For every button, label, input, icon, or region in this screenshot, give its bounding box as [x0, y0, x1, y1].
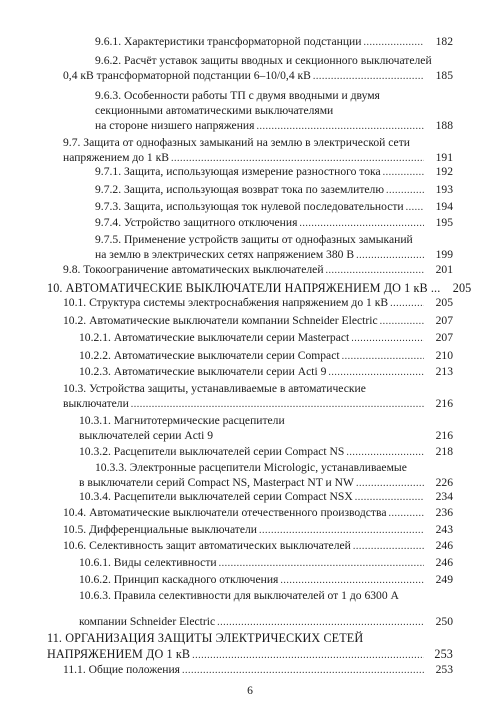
dot-leader [380, 314, 424, 330]
toc-entry-title: 10.3.2. Расцепители выключателей серии Compact NS [79, 445, 345, 458]
toc-entry-page: 213 [435, 365, 453, 378]
toc-entry-page: 250 [435, 615, 453, 628]
toc-entry-page: 246 [435, 556, 453, 569]
page-number: 6 [247, 684, 253, 697]
dot-leader [217, 615, 424, 631]
toc-entry-title: 10.6.2. Принцип каскадного отключения [79, 573, 279, 586]
toc-entry-page: 207 [435, 314, 453, 327]
toc-entry-title: 10.2.2. Автоматические выключатели серии Compact [79, 349, 340, 362]
dot-leader [346, 445, 424, 461]
toc-entry-page: 236 [435, 506, 453, 519]
toc-entry [79, 348, 453, 364]
toc-entry-page: 191 [435, 151, 453, 164]
toc-entry-title: 9.7.2. Защита, использующая возврат тока по заземлителю [95, 183, 384, 196]
toc-entry [63, 295, 453, 311]
dot-leader [386, 183, 424, 199]
toc-entry-title: 10.3. Устройства защиты, устанавливаемые в автоматические [63, 382, 366, 395]
dot-leader [280, 573, 424, 589]
toc-entry [63, 662, 453, 678]
toc-entry-title: 11.1. Общие положения [63, 663, 180, 676]
toc-entry-page: 218 [435, 445, 453, 458]
toc-entry-page: 188 [435, 119, 453, 132]
toc-entry-title: 10.3.1. Магнитотермические расцепители [79, 414, 285, 427]
toc-entry-title: 10.1. Структура системы электроснабжения напряжением до 1 кВ [63, 296, 389, 309]
toc-entry-page: 210 [435, 349, 453, 362]
toc-entry [95, 215, 453, 231]
toc-entry [95, 34, 453, 50]
dot-leader [328, 365, 424, 381]
toc-entry-title: 10.6. Селективность защит автоматических выключателей [63, 539, 351, 552]
toc-entry-page: 205 [435, 296, 453, 309]
toc-entry-title: напряжением до 1 кВ [63, 151, 169, 164]
toc-entry [63, 522, 453, 538]
toc-entry-title: 10.6.1. Виды селективности [79, 556, 217, 569]
toc-entry-title: 9.6.3. Особенности работы ТП с двумя вводными и двумя [95, 89, 380, 102]
toc-entry-title: НАПРЯЖЕНИЕМ ДО 1 кВ [47, 647, 191, 661]
dot-leader [351, 331, 424, 347]
toc-entry-page: 201 [435, 263, 453, 276]
toc-entry [95, 118, 453, 134]
toc-entry-page: 205 [452, 281, 472, 295]
toc-entry-title: в выключатели серий Compact NS, Masterpact NT и NW [79, 476, 354, 489]
toc-entry [63, 68, 453, 84]
toc-entry-page: 243 [435, 523, 453, 536]
toc-entry [79, 444, 453, 460]
toc-entry-page: 185 [435, 69, 453, 82]
toc-entry-page: 182 [435, 35, 453, 48]
dot-leader [388, 506, 424, 522]
toc-entry-title: 9.6.2. Расчёт уставок защиты вводных и секционного выключателей [95, 54, 432, 67]
toc-entry [79, 330, 453, 346]
toc-entry [79, 555, 453, 571]
toc-entry-title: 9.7.5. Применение устройств защиты от однофазных замыканий [95, 233, 413, 246]
toc-entry-title: 10.2.3. Автоматические выключатели серии Acti 9 [79, 365, 327, 378]
toc-chapter-title: 11. ОРГАНИЗАЦИЯ ЗАЩИТЫ ЭЛЕКТРИЧЕСКИХ СЕТЕЙ [47, 631, 364, 645]
dot-leader [299, 216, 424, 232]
toc-entry-title: 10.2.1. Автоматические выключатели серии Masterpact [79, 331, 350, 344]
toc-entry-title: 10.3.3. Электронные расцепители Micrologic, устанавливаемые [95, 461, 407, 474]
toc-entry [79, 572, 453, 588]
toc-entry-title: 9.7.3. Защита, использующая ток нулевой последовательности [95, 200, 404, 213]
toc-entry-title: 9.6.1. Характеристики трансформаторной подстанции [95, 35, 362, 48]
toc-entry [63, 313, 453, 329]
toc-entry-title: на землю в электрических сетях напряжением 380 В [95, 248, 355, 261]
toc-entry-title: секционными автоматическими выключателями [95, 104, 334, 117]
toc-entry [63, 505, 453, 521]
toc-entry-page: 249 [435, 573, 453, 586]
dot-leader [342, 349, 424, 365]
dot-leader [355, 490, 424, 506]
toc-entry-title: 10.4. Автоматические выключатели отечественного производства [63, 506, 387, 519]
toc-chapter-entry [47, 280, 472, 296]
dot-leader [353, 539, 424, 555]
toc-entry-title: 10.5. Дифференциальные выключатели [63, 523, 257, 536]
dot-leader [363, 35, 424, 51]
toc-entry-page: 194 [435, 200, 453, 213]
toc-entry-title: 10.6.3. Правила селективности для выключателей от 1 до 6300 А [79, 589, 399, 602]
toc-chapter-entry [47, 646, 453, 662]
dot-leader [406, 200, 424, 216]
dot-leader [256, 119, 424, 135]
toc-entry-title: 10.3.4. Расцепители выключателей серии Compact NSX [79, 490, 353, 503]
toc-entry-title: выключателей серии Acti 9 [79, 429, 214, 442]
toc-entry-page: 246 [435, 539, 453, 552]
toc-entry-title: 9.8. Токоограничение автоматических выключателей [63, 263, 324, 276]
toc-entry-title: 9.7.4. Устройство защитного отключения [95, 216, 298, 229]
toc-entry [79, 489, 453, 505]
toc-entry-page: 216 [435, 397, 453, 410]
toc-entry-title: компании Schneider Electric [79, 615, 216, 628]
toc-entry [63, 396, 453, 412]
toc-entry-title: 0,4 кВ трансформаторной подстанции 6–10/0,4 кВ [63, 69, 311, 82]
toc-entry-page: 226 [435, 476, 453, 489]
toc-entry-page: 234 [435, 490, 453, 503]
toc-entry [79, 364, 453, 380]
toc-entry [63, 262, 453, 278]
dot-leader [313, 69, 424, 85]
toc-entry [95, 182, 453, 198]
toc-entry-page: 195 [435, 216, 453, 229]
toc-entry-title: 9.7.1. Защита, использующая измерение разностного тока [95, 165, 381, 178]
toc-entry-page: 192 [435, 165, 453, 178]
toc-entry [95, 199, 453, 215]
toc-entry-title: выключатели [63, 397, 129, 410]
toc-chapter-title: 10. АВТОМАТИЧЕСКИЕ ВЫКЛЮЧАТЕЛИ НАПРЯЖЕНИЕМ ДО 1 кВ ... [47, 281, 441, 295]
toc-entry [63, 538, 453, 554]
toc-entry-page: 193 [435, 183, 453, 196]
toc-entry-title: 10.2. Автоматические выключатели компании Schneider Electric [63, 314, 378, 327]
toc-entry-page: 253 [434, 647, 453, 661]
toc-entry-page: 216 [435, 429, 453, 442]
dot-leader [390, 296, 424, 312]
dot-leader [219, 556, 424, 572]
toc-entry-title: на стороне низшего напряжения [95, 119, 255, 132]
dot-leader [131, 397, 424, 413]
toc-entry [79, 614, 453, 630]
toc-entry [95, 164, 453, 180]
toc-entry-page: 207 [435, 331, 453, 344]
toc-entry [79, 428, 453, 444]
dot-leader [326, 263, 424, 279]
toc-entry [95, 247, 453, 263]
dot-leader [383, 165, 424, 181]
dot-leader [182, 663, 424, 679]
toc-entry-title: 9.7. Защита от однофазных замыканий на землю в электрической сети [63, 136, 410, 149]
dot-leader [259, 523, 424, 539]
toc-entry-page: 253 [435, 663, 453, 676]
toc-entry-page: 199 [435, 248, 453, 261]
